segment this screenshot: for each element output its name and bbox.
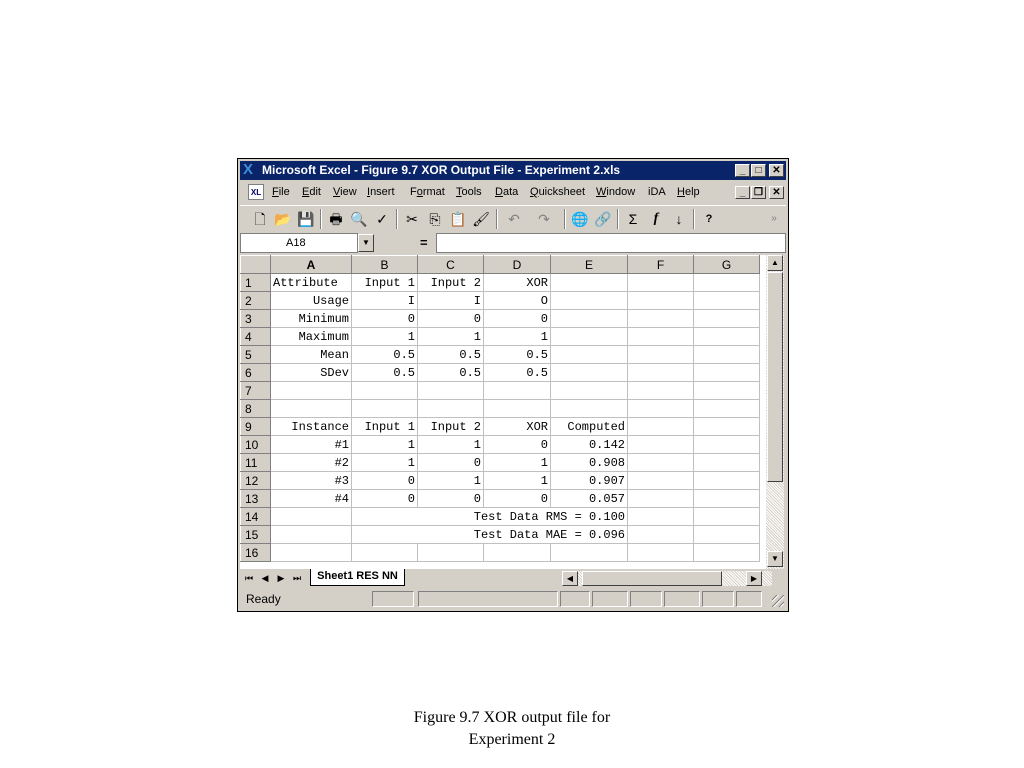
help-icon[interactable]: ? xyxy=(705,213,713,225)
cell[interactable] xyxy=(628,400,694,418)
status-bar xyxy=(240,589,786,609)
table-row xyxy=(241,436,760,454)
cell[interactable] xyxy=(628,454,694,472)
save-icon[interactable]: 💾 xyxy=(297,211,315,227)
web-icon[interactable]: 🌐 xyxy=(571,211,589,227)
cell[interactable]: 0.908 xyxy=(551,454,628,472)
cell[interactable] xyxy=(694,292,760,310)
cell[interactable] xyxy=(628,436,694,454)
table-row xyxy=(241,472,760,490)
cell[interactable] xyxy=(352,382,418,400)
cell[interactable] xyxy=(628,274,694,292)
menu-insert[interactable]: Insert xyxy=(367,186,395,198)
next-sheet-icon[interactable]: ▶ xyxy=(277,573,285,583)
sort-ascending-icon[interactable]: ↓ xyxy=(675,211,683,227)
caption-line: Experiment 2 xyxy=(468,731,556,748)
cell[interactable] xyxy=(551,292,628,310)
cell[interactable]: SDev xyxy=(271,364,352,382)
cell[interactable]: XOR xyxy=(484,418,551,436)
cell[interactable] xyxy=(694,346,760,364)
resize-grip-icon[interactable] xyxy=(772,595,784,607)
cell[interactable]: Usage xyxy=(271,292,352,310)
cell[interactable]: 0 xyxy=(352,472,418,490)
cell[interactable]: Minimum xyxy=(271,310,352,328)
cell[interactable] xyxy=(418,400,484,418)
table-row xyxy=(241,274,760,292)
cell[interactable] xyxy=(694,418,760,436)
cell[interactable]: Input 1 xyxy=(352,274,418,292)
cell[interactable] xyxy=(694,526,760,544)
row-header[interactable]: 12 xyxy=(241,472,271,490)
excel-window xyxy=(237,158,789,612)
cell[interactable]: 0.142 xyxy=(551,436,628,454)
cell[interactable] xyxy=(628,472,694,490)
cell[interactable] xyxy=(694,400,760,418)
cell[interactable] xyxy=(694,310,760,328)
name-box[interactable]: A18 xyxy=(240,233,358,253)
menu-window[interactable]: Window xyxy=(596,186,636,198)
row-header[interactable]: 14 xyxy=(241,508,271,526)
cell[interactable] xyxy=(484,400,551,418)
table-row xyxy=(241,364,760,382)
maximize-button[interactable]: □ xyxy=(751,164,766,177)
cell[interactable] xyxy=(271,508,352,526)
cell[interactable]: I xyxy=(418,292,484,310)
column-header[interactable]: D xyxy=(484,256,551,274)
row-header[interactable]: 6 xyxy=(241,364,271,382)
cell[interactable] xyxy=(271,544,352,562)
cell[interactable]: Input 1 xyxy=(352,418,418,436)
column-header[interactable]: C xyxy=(418,256,484,274)
cell[interactable] xyxy=(628,526,694,544)
table-row xyxy=(241,310,760,328)
cell[interactable]: 0 xyxy=(352,310,418,328)
cell[interactable]: #2 xyxy=(271,454,352,472)
table-row xyxy=(241,292,760,310)
cell[interactable]: 0 xyxy=(418,454,484,472)
autosum-icon[interactable]: Σ xyxy=(628,211,638,227)
cell[interactable]: 0.907 xyxy=(551,472,628,490)
summary-cell[interactable]: Test Data RMS = 0.100 xyxy=(352,508,628,526)
cell[interactable]: #3 xyxy=(271,472,352,490)
function-icon[interactable]: f xyxy=(653,211,659,226)
menu-help[interactable]: Help xyxy=(677,186,700,198)
first-sheet-icon[interactable]: ⏮ xyxy=(244,573,254,583)
cell[interactable]: 1 xyxy=(352,454,418,472)
vertical-scroll-thumb[interactable] xyxy=(767,272,783,482)
column-header-row xyxy=(241,256,760,274)
cell[interactable] xyxy=(551,328,628,346)
cell[interactable] xyxy=(694,508,760,526)
menu-edit[interactable]: Edit xyxy=(302,186,321,198)
row-header[interactable]: 3 xyxy=(241,310,271,328)
cell[interactable]: I xyxy=(352,292,418,310)
row-header[interactable]: 2 xyxy=(241,292,271,310)
cell-table xyxy=(240,255,760,562)
status-panel xyxy=(630,591,662,607)
menu-data[interactable]: Data xyxy=(495,186,519,198)
row-header[interactable]: 10 xyxy=(241,436,271,454)
print-icon[interactable]: 🖶 xyxy=(329,211,343,227)
table-row xyxy=(241,400,760,418)
document-icon[interactable]: XL xyxy=(248,184,264,200)
menu-bar xyxy=(240,182,786,204)
cell[interactable] xyxy=(551,382,628,400)
cell[interactable] xyxy=(694,382,760,400)
doc-minimize-button[interactable]: _ xyxy=(735,186,750,199)
column-header[interactable]: G xyxy=(694,256,760,274)
status-panel xyxy=(664,591,700,607)
status-panel xyxy=(372,591,414,607)
cell[interactable] xyxy=(628,364,694,382)
column-header[interactable]: E xyxy=(551,256,628,274)
cell[interactable] xyxy=(551,400,628,418)
cell[interactable] xyxy=(551,346,628,364)
cell[interactable] xyxy=(352,400,418,418)
scroll-down-icon[interactable]: ▼ xyxy=(767,551,783,567)
cell[interactable] xyxy=(418,382,484,400)
select-all-corner[interactable] xyxy=(241,256,271,274)
cell[interactable] xyxy=(694,436,760,454)
cell[interactable] xyxy=(628,508,694,526)
cell[interactable] xyxy=(694,274,760,292)
prev-sheet-icon[interactable]: ◀ xyxy=(261,573,269,583)
doc-restore-button[interactable]: ❐ xyxy=(751,186,766,199)
row-header[interactable]: 1 xyxy=(241,274,271,292)
status-panel xyxy=(702,591,734,607)
last-sheet-icon[interactable]: ⏭ xyxy=(292,573,302,583)
status-panel xyxy=(560,591,590,607)
cell[interactable] xyxy=(628,544,694,562)
toolbar-separator xyxy=(320,209,322,229)
hyperlink-icon[interactable]: 🔗 xyxy=(594,211,612,227)
doc-close-button[interactable]: ✕ xyxy=(769,186,784,199)
cell[interactable]: 0.5 xyxy=(418,364,484,382)
close-button[interactable]: ✕ xyxy=(769,164,784,177)
edit-formula-button[interactable]: = xyxy=(420,235,428,250)
cell[interactable]: 1 xyxy=(352,328,418,346)
cell[interactable] xyxy=(628,328,694,346)
table-row xyxy=(241,418,760,436)
menu-file[interactable]: File xyxy=(272,186,290,198)
copy-icon[interactable]: ⎘ xyxy=(429,211,441,227)
figure-caption xyxy=(312,707,712,751)
undo-icon[interactable]: ↶ xyxy=(508,211,520,227)
menu-format[interactable]: Format xyxy=(410,186,445,198)
cell[interactable]: 0 xyxy=(418,310,484,328)
menu-quicksheet[interactable]: Quicksheet xyxy=(530,186,586,198)
paste-icon[interactable]: 📋 xyxy=(449,211,467,227)
cell[interactable]: XOR xyxy=(484,274,551,292)
cell[interactable] xyxy=(484,382,551,400)
row-header[interactable]: 5 xyxy=(241,346,271,364)
row-header[interactable]: 7 xyxy=(241,382,271,400)
cell[interactable]: Input 2 xyxy=(418,274,484,292)
status-panel xyxy=(736,591,762,607)
cell[interactable] xyxy=(694,490,760,508)
row-header[interactable]: 11 xyxy=(241,454,271,472)
format-painter-icon[interactable]: 🖌 xyxy=(472,211,490,227)
toolbar-separator xyxy=(617,209,619,229)
column-header[interactable]: B xyxy=(352,256,418,274)
cell[interactable] xyxy=(628,292,694,310)
column-header[interactable]: A xyxy=(271,256,352,274)
name-box-dropdown-icon[interactable]: ▼ xyxy=(358,234,374,252)
table-row xyxy=(241,526,760,544)
cell[interactable]: 1 xyxy=(418,436,484,454)
toolbar-separator xyxy=(693,209,695,229)
table-row xyxy=(241,454,760,472)
cell[interactable] xyxy=(694,544,760,562)
vertical-scrollbar[interactable] xyxy=(766,255,784,569)
print-preview-icon[interactable]: 🔍 xyxy=(350,211,368,227)
cell[interactable]: 0 xyxy=(352,490,418,508)
cell[interactable] xyxy=(628,490,694,508)
cell[interactable]: 0.5 xyxy=(484,364,551,382)
horizontal-scroll-thumb[interactable] xyxy=(582,571,722,586)
row-header[interactable]: 15 xyxy=(241,526,271,544)
cell[interactable] xyxy=(694,454,760,472)
cell[interactable] xyxy=(271,526,352,544)
table-row xyxy=(241,328,760,346)
cell[interactable] xyxy=(628,418,694,436)
table-row xyxy=(241,346,760,364)
toolbar-separator xyxy=(564,209,566,229)
cell[interactable]: 0.5 xyxy=(418,346,484,364)
summary-cell[interactable]: Test Data MAE = 0.096 xyxy=(352,526,628,544)
window-title: Microsoft Excel - Figure 9.7 XOR Output File - Experiment 2.xls xyxy=(262,163,621,177)
column-header[interactable]: F xyxy=(628,256,694,274)
worksheet-grid[interactable] xyxy=(240,255,766,569)
row-header[interactable]: 4 xyxy=(241,328,271,346)
cell[interactable] xyxy=(418,544,484,562)
cell[interactable]: #4 xyxy=(271,490,352,508)
cell[interactable] xyxy=(628,382,694,400)
menu-ida[interactable]: iDA xyxy=(648,186,666,198)
row-header[interactable]: 16 xyxy=(241,544,271,562)
row-header[interactable]: 13 xyxy=(241,490,271,508)
sheet-tab-bar xyxy=(240,569,786,587)
table-row xyxy=(241,544,760,562)
cell[interactable]: 0 xyxy=(418,490,484,508)
cell[interactable] xyxy=(271,382,352,400)
cell[interactable] xyxy=(551,544,628,562)
redo-icon[interactable]: ↷ xyxy=(538,211,550,227)
scroll-up-icon[interactable]: ▲ xyxy=(767,255,783,271)
cell[interactable]: Input 2 xyxy=(418,418,484,436)
table-row xyxy=(241,382,760,400)
row-header[interactable]: 8 xyxy=(241,400,271,418)
cell[interactable]: 0 xyxy=(484,436,551,454)
scroll-left-icon[interactable]: ◀ xyxy=(562,571,578,586)
cell[interactable]: 1 xyxy=(418,472,484,490)
open-icon[interactable]: 📂 xyxy=(274,211,292,227)
spelling-icon[interactable]: ✓ xyxy=(376,211,388,227)
formula-bar xyxy=(240,233,786,253)
menu-view[interactable]: View xyxy=(333,186,357,198)
cell[interactable] xyxy=(551,274,628,292)
scroll-right-icon[interactable]: ▶ xyxy=(746,571,762,586)
new-icon[interactable]: 🗋 xyxy=(254,211,266,227)
cell[interactable]: 1 xyxy=(352,436,418,454)
cell[interactable]: Maximum xyxy=(271,328,352,346)
toolbar-overflow-icon[interactable]: » xyxy=(771,213,777,224)
cell[interactable] xyxy=(628,346,694,364)
cell[interactable]: 0.057 xyxy=(551,490,628,508)
toolbar-separator xyxy=(496,209,498,229)
cell[interactable]: 1 xyxy=(484,454,551,472)
toolbar-separator xyxy=(396,209,398,229)
cell[interactable]: 0.5 xyxy=(352,346,418,364)
cell[interactable]: 1 xyxy=(484,328,551,346)
cell[interactable] xyxy=(694,472,760,490)
cell[interactable] xyxy=(551,310,628,328)
cell[interactable]: 1 xyxy=(484,472,551,490)
cell[interactable]: O xyxy=(484,292,551,310)
table-row xyxy=(241,508,760,526)
cell[interactable]: 0 xyxy=(484,310,551,328)
cell[interactable] xyxy=(271,400,352,418)
excel-app-icon[interactable]: X xyxy=(243,161,254,178)
cell[interactable]: 0.5 xyxy=(484,346,551,364)
table-row xyxy=(241,490,760,508)
status-panel xyxy=(418,591,558,607)
cell[interactable] xyxy=(694,328,760,346)
minimize-button[interactable]: _ xyxy=(735,164,750,177)
title-bar xyxy=(240,161,786,180)
formula-input[interactable] xyxy=(436,233,786,253)
sheet-tab-active[interactable]: Sheet1 RES NN xyxy=(310,569,405,586)
cell[interactable]: 1 xyxy=(418,328,484,346)
cell[interactable]: Attribute xyxy=(271,274,352,292)
cell[interactable]: Mean xyxy=(271,346,352,364)
cell[interactable] xyxy=(551,364,628,382)
status-panel xyxy=(592,591,628,607)
standard-toolbar xyxy=(240,205,786,231)
cell[interactable]: Computed xyxy=(551,418,628,436)
cell[interactable] xyxy=(628,310,694,328)
cell[interactable]: Instance xyxy=(271,418,352,436)
row-header[interactable]: 9 xyxy=(241,418,271,436)
cell[interactable] xyxy=(352,544,418,562)
caption-line: Figure 9.7 XOR output file for xyxy=(413,709,611,726)
cell[interactable]: 0.5 xyxy=(352,364,418,382)
menu-tools[interactable]: Tools xyxy=(456,186,482,198)
cell[interactable]: #1 xyxy=(271,436,352,454)
cell[interactable] xyxy=(484,544,551,562)
cell[interactable] xyxy=(694,364,760,382)
cell[interactable]: 0 xyxy=(484,490,551,508)
cut-icon[interactable]: ✂ xyxy=(406,211,418,227)
status-text: Ready xyxy=(246,592,281,606)
